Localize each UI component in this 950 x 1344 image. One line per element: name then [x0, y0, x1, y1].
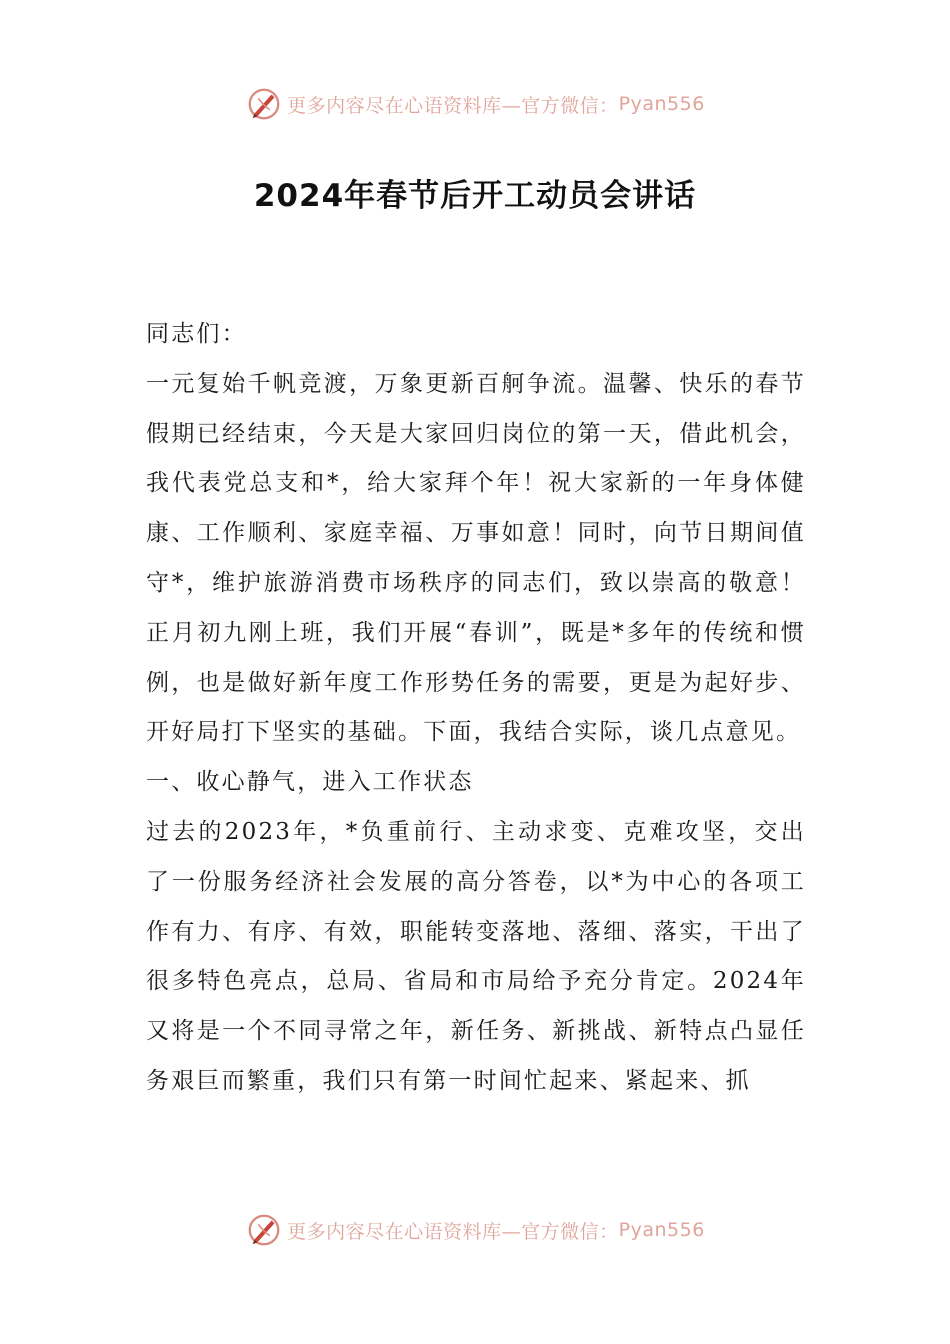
document-body	[146, 310, 806, 1107]
watermark-wechat-id: Pyan556	[618, 1219, 705, 1241]
document-title: 2024年春节后开工动员会讲话	[253, 178, 697, 214]
watermark-text: 更多内容尽在心语资料库—官方微信：	[287, 94, 619, 117]
salutation: 同志们：	[146, 321, 247, 347]
section-heading-1: 一、收心静气，进入工作状态	[146, 769, 474, 796]
header-watermark	[0, 84, 950, 124]
watermark-wechat-id: Pyan556	[618, 93, 705, 115]
footer-watermark	[0, 1210, 950, 1250]
paragraph-intro: 一元复始千帆竞渡，万象更新百舸争流。温馨、快乐的春节假期已经结束，今天是大家回归岗位的第一天，借此机会，我代表党总支和*，给大家拜个年！祝大家新的一年身体健康、工作顺利、家庭幸福、万事如意！同时，向节日期间值守*，维护旅游消费市场秩序的同志们，致以崇高的敬意！正月初九刚上班，我们开展“春训”，既是*多年的传统和惯例，也是做好新年度工作形势任务的需要，更是为起好步、开好局打下坚实的基础。下面，我结合实际，谈几点意见。	[146, 370, 806, 746]
pen-logo-icon	[245, 85, 283, 123]
paragraph-section-1: 过去的2023年，*负重前行、主动求变、克难攻坚，交出了一份服务经济社会发展的高分答卷，以*为中心的各项工作有力、有序、有效，职能转变落地、落细、落实，干出了很多特色亮点，总局、省局和市局给予充分肯定。2024年又将是一个不同寻常之年，新任务、新挑战、新特点凸显任务艰巨而繁重，我们只有第一时间忙起来、紧起来、抓	[146, 818, 806, 1094]
watermark-text: 更多内容尽在心语资料库—官方微信：	[287, 1220, 619, 1243]
pen-logo-icon	[245, 1211, 283, 1249]
